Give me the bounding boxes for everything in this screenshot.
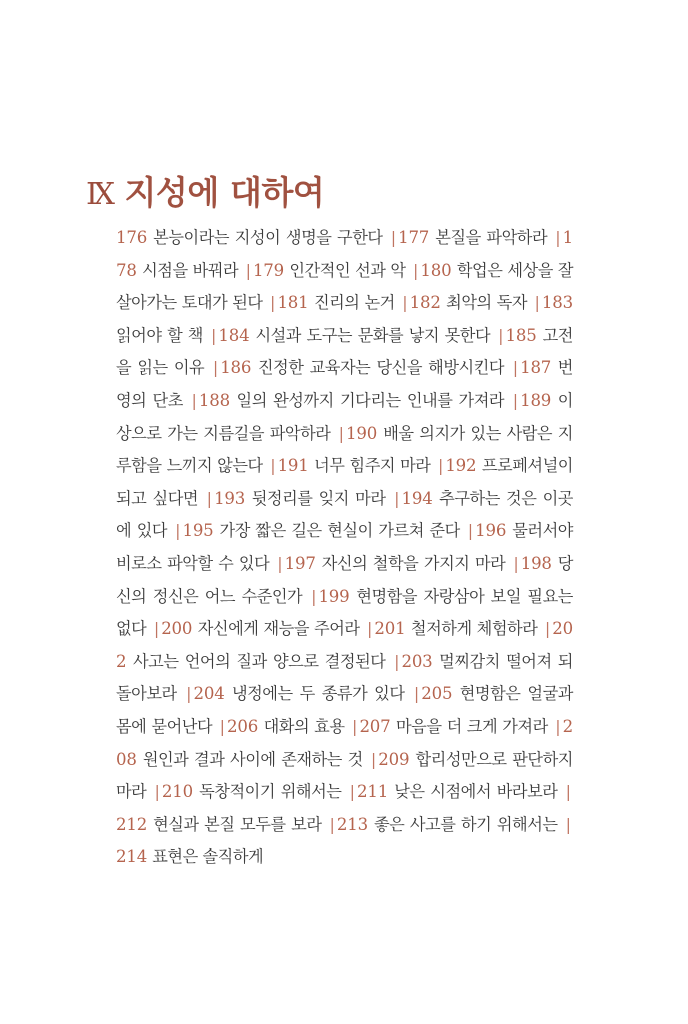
entry-separator: |	[175, 521, 181, 541]
toc-entry-title: 고전을 읽는 이유	[116, 325, 573, 378]
toc-entry-number: 199	[318, 586, 350, 606]
toc-entry-title: 원인과 결과 사이에 존재하는 것	[142, 749, 363, 769]
toc-entry-number: 202	[116, 619, 573, 671]
entry-separator: |	[210, 325, 217, 345]
entry-separator: |	[534, 293, 540, 313]
entry-separator: |	[394, 488, 400, 508]
toc-entry-number: 178	[116, 228, 574, 280]
toc-entry-number: 177	[398, 228, 430, 247]
entry-separator: |	[277, 553, 283, 573]
entry-separator: |	[154, 782, 160, 802]
entry-separator: |	[413, 684, 420, 704]
toc-entry-title: 표현은 솔직하게	[152, 847, 264, 867]
toc-entry-number: 179	[252, 260, 285, 280]
toc-entry-title: 철저하게 체험하라	[410, 619, 538, 639]
entry-separator: |	[437, 456, 444, 476]
toc-entry-number: 214	[116, 847, 148, 867]
entry-separator: |	[349, 782, 356, 802]
toc-entry-number: 200	[161, 619, 193, 639]
toc-entry-title: 자신의 철학을 가지지 마라	[321, 553, 506, 573]
toc-entry-number: 186	[220, 358, 252, 378]
toc-entry-number: 198	[520, 553, 552, 573]
toc-entry-title: 최악의 독자	[446, 293, 528, 313]
toc-entry-title: 현실과 본질 모두를 보라	[153, 814, 322, 834]
toc-entry-number: 193	[214, 488, 246, 508]
entry-separator: |	[467, 521, 474, 541]
toc-entry-number: 213	[336, 814, 368, 834]
entry-separator: |	[555, 716, 561, 736]
toc-entry-number: 191	[277, 456, 309, 476]
entry-separator: |	[565, 814, 571, 834]
toc-entry-number: 183	[541, 293, 573, 313]
entry-separator: |	[394, 651, 400, 671]
entry-separator: |	[338, 423, 344, 443]
toc-entry-title: 낮은 시점에서 바라보라	[394, 782, 558, 802]
chapter-numeral: Ⅸ	[86, 177, 116, 213]
entry-separator: |	[186, 684, 192, 704]
toc-entry-number: 176	[116, 228, 148, 247]
toc-entry-title: 뒷정리를 잊지 마라	[251, 488, 386, 508]
table-of-contents	[116, 222, 573, 874]
toc-entry-number: 195	[182, 521, 214, 541]
toc-entry-number: 180	[420, 260, 452, 280]
toc-entry-number: 192	[445, 456, 477, 476]
toc-entry-number: 209	[378, 749, 410, 769]
entry-separator: |	[370, 749, 377, 769]
toc-entry-number: 185	[505, 325, 537, 345]
entry-separator: |	[544, 619, 551, 639]
toc-entry-title: 번영의 단초	[116, 358, 573, 410]
toc-entry-title: 당신의 정신은 어느 수준인가	[116, 553, 573, 606]
toc-entry-title: 좋은 사고를 하기 위해서는	[373, 814, 558, 834]
toc-entry-number: 197	[284, 553, 316, 573]
entry-separator: |	[367, 619, 373, 639]
toc-entry-title: 냉정에는 두 종류가 있다	[231, 684, 405, 704]
entry-separator: |	[212, 358, 219, 378]
entry-separator: |	[412, 260, 419, 280]
toc-entry-number: 204	[193, 684, 225, 704]
toc-entry-title: 대화의 효용	[263, 716, 345, 736]
toc-entry-number: 190	[346, 423, 378, 443]
toc-entry-title: 독창적이기 위해서는	[199, 782, 342, 802]
entry-separator: |	[311, 586, 317, 606]
toc-entry-title: 마음을 더 크게 가져라	[396, 716, 548, 736]
entry-separator: |	[512, 390, 519, 410]
toc-entry-number: 196	[475, 521, 507, 541]
toc-entry-number: 187	[520, 358, 552, 378]
toc-entry-title: 시설과 도구는 문화를 낳지 못한다	[255, 325, 491, 345]
toc-entry-number: 181	[277, 293, 309, 313]
toc-entry-title: 진정한 교육자는 당신을 해방시킨다	[257, 358, 505, 378]
toc-entry-title: 배울 의지가 있는 사람은 지루함을 느끼지 않는다	[116, 423, 573, 476]
toc-entry-title: 프로페셔널이 되고 싶다면	[116, 456, 573, 508]
chapter-title: 지성에 대하여	[124, 173, 325, 213]
toc-entry-number: 210	[161, 782, 193, 802]
entry-separator: |	[270, 456, 276, 476]
toc-entry-title: 현명함은 얼굴과 몸에 묻어난다	[116, 684, 573, 736]
toc-entry-number: 205	[421, 684, 453, 704]
toc-entry-title: 진리의 논거	[313, 293, 395, 313]
entry-separator: |	[329, 814, 335, 834]
toc-entry-title: 시점을 바꿔라	[142, 260, 239, 280]
entry-separator: |	[498, 325, 504, 345]
entry-separator: |	[402, 293, 408, 313]
entry-separator: |	[390, 228, 397, 247]
toc-entry-title: 자신에게 재능을 주어라	[197, 619, 360, 639]
toc-entry-number: 194	[401, 488, 433, 508]
toc-entry-title: 너무 힘주지 마라	[314, 456, 431, 476]
entry-separator: |	[512, 358, 519, 378]
toc-entry-title: 물러서야 비로소 파악할 수 있다	[116, 521, 573, 573]
entry-separator: |	[219, 716, 226, 736]
entry-separator: |	[270, 293, 276, 313]
toc-entry-title: 읽어야 할 책	[116, 325, 203, 345]
toc-entry-number: 211	[357, 782, 389, 802]
toc-entry-number: 184	[218, 325, 250, 345]
toc-entry-number: 182	[409, 293, 441, 313]
toc-entry-title: 본질을 파악하라	[435, 228, 548, 247]
toc-entry-number: 206	[227, 716, 259, 736]
toc-entry-title: 일의 완성까지 기다리는 인내를 가져라	[236, 390, 505, 410]
entry-separator: |	[513, 553, 519, 573]
chapter-heading	[86, 173, 325, 213]
toc-entry-title: 가장 짧은 길은 현실이 가르쳐 준다	[219, 521, 460, 541]
entry-separator: |	[555, 228, 561, 247]
toc-entry-title: 멀찌감치 떨어져 되돌아보라	[116, 651, 573, 704]
toc-entry-title: 본능이라는 지성이 생명을 구한다	[153, 228, 383, 247]
toc-entry-title: 추구하는 것은 이곳에 있다	[116, 488, 573, 541]
toc-entry-title: 현명함을 자랑삼아 보일 필요는 없다	[116, 586, 573, 639]
toc-entry-title: 사고는 언어의 질과 양으로 결정된다	[132, 651, 386, 671]
entry-separator: |	[245, 260, 251, 280]
toc-entry-number: 201	[374, 619, 406, 639]
toc-entry-number: 212	[116, 814, 148, 834]
entry-separator: |	[191, 390, 197, 410]
entry-separator: |	[206, 488, 213, 508]
toc-entry-title: 이상으로 가는 지름길을 파악하라	[116, 390, 573, 443]
toc-entry-number: 208	[116, 716, 573, 769]
entry-separator: |	[565, 782, 572, 802]
entry-separator: |	[352, 716, 358, 736]
toc-entry-title: 합리성만으로 판단하지 마라	[116, 749, 573, 802]
entry-separator: |	[153, 619, 160, 639]
toc-entry-title: 학업은 세상을 잘 살아가는 토대가 된다	[116, 260, 574, 313]
toc-entry-number: 207	[359, 716, 391, 736]
toc-entry-number: 203	[401, 651, 433, 671]
toc-entry-number: 189	[520, 390, 552, 410]
toc-entry-title: 인간적인 선과 악	[289, 260, 406, 280]
toc-entry-number: 188	[198, 390, 230, 410]
